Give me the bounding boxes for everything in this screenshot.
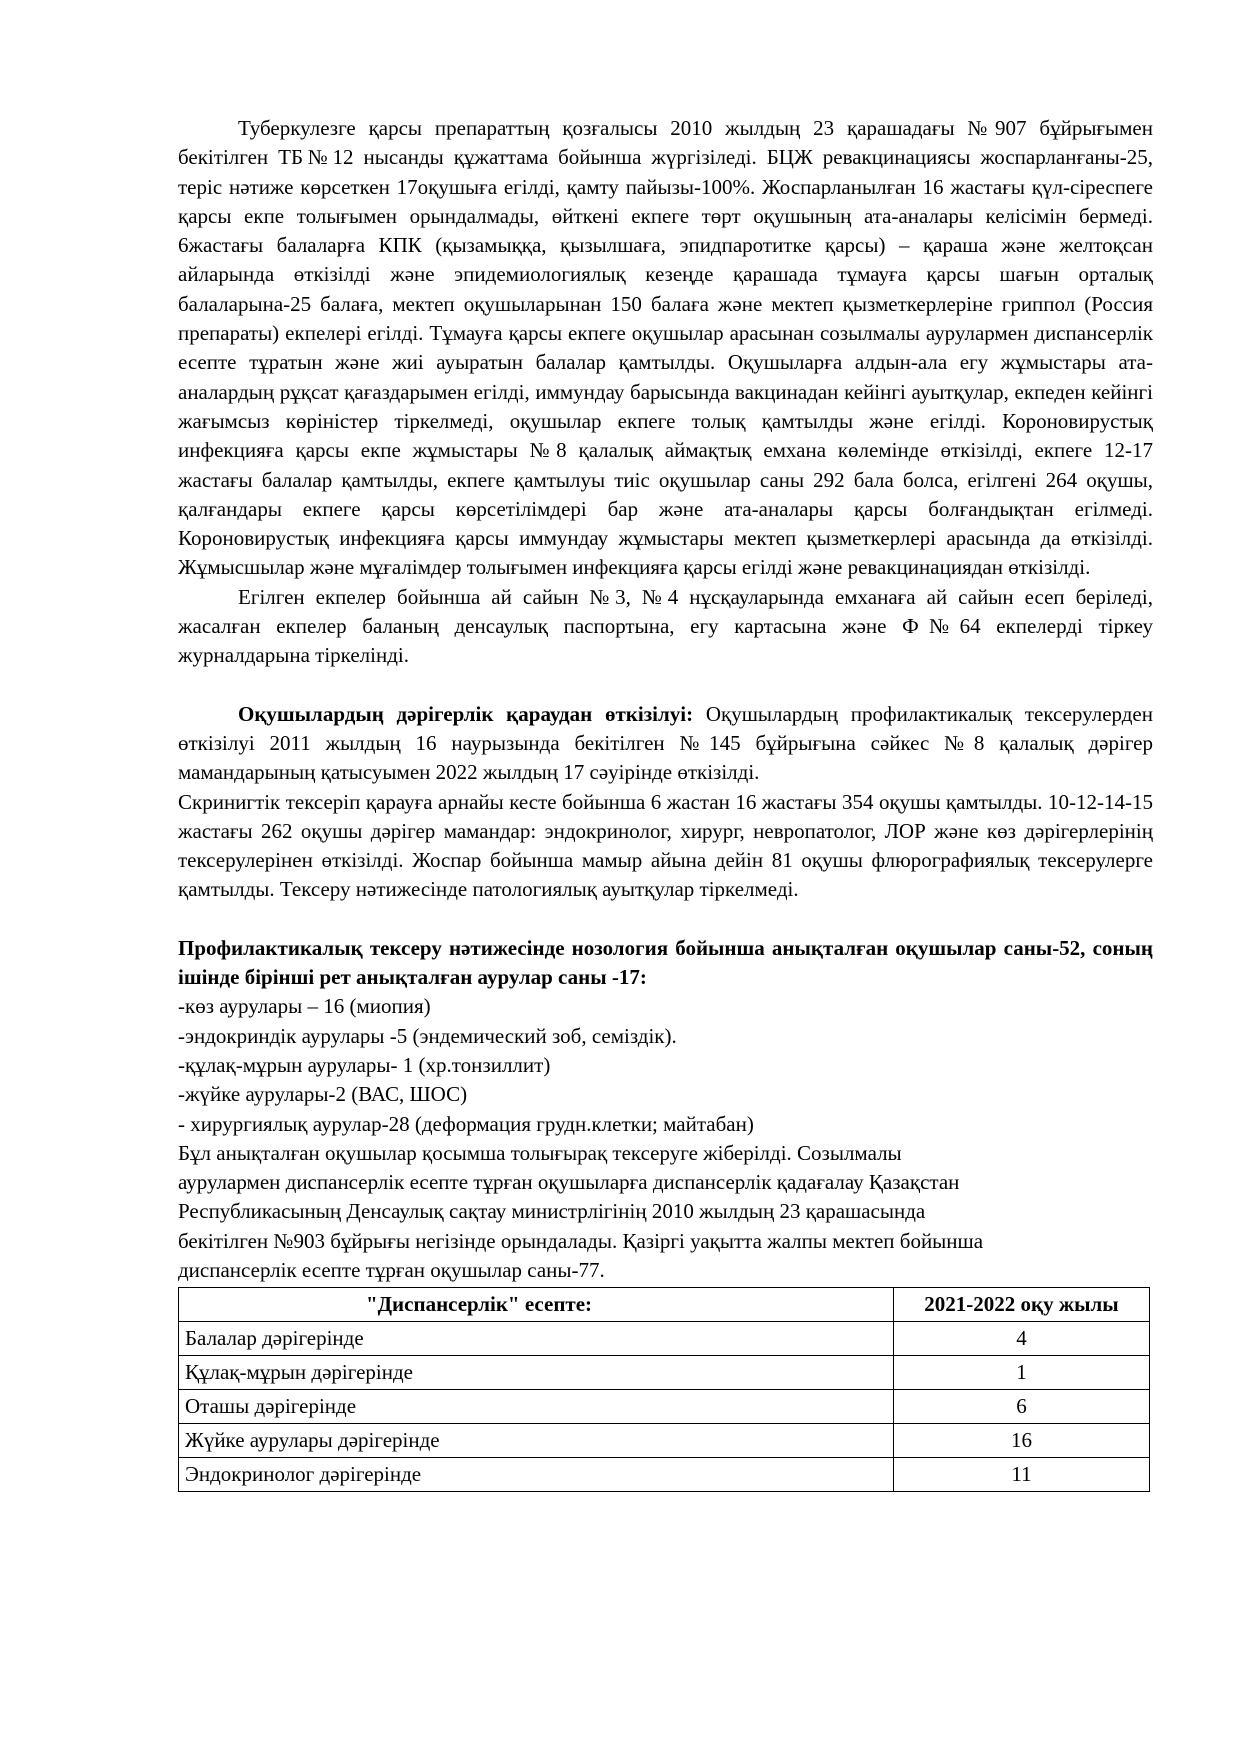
section-heading-nosology	[178, 934, 1153, 993]
paragraph-screening: Скринигтік тексеріп қарауға арнайы кесте бойынша 6 жастан 16 жастағы 354 оқушы қамтылды. 10-12-14-15 жастағы 262 оқушы дәрігер мамандар: эндокринолог, хирург, невропатолог, ЛОР және көз дәрігерлерінің тексерулерінен өткізілді. Жоспар бойынша мамыр айына дейін 81 оқушы флюрографиялық тексерулерге қамтылды. Тексеру нәтижесінде патологиялық ауытқулар тіркелмеді.	[178, 789, 1153, 902]
table-row	[179, 1458, 1150, 1492]
table-row	[179, 1424, 1150, 1458]
paragraph-medical-exam	[178, 700, 1153, 788]
table-cell-count: 4	[894, 1322, 1150, 1356]
list-item: -жүйке аурулары-2 (ВАС, ШОС)	[178, 1082, 468, 1107]
nosology-heading-text: Профилактикалық тексеру нәтижесінде нозология бойынша анықталған оқушылар саны-52, соның ішінде бірінші рет анықталған аурулар саны -17:	[178, 935, 1153, 990]
list-item: -көз аурулары – 16 (миопия)	[178, 994, 431, 1019]
table-cell-specialist: Балалар дәрігерінде	[179, 1322, 894, 1356]
list-item: -эндокриндік аурулары -5 (эндемический зоб, семіздік).	[178, 1023, 677, 1048]
list-item: - хирургиялық аурулар-28 (деформация грудн.клетки; майтабан)	[178, 1111, 754, 1136]
table-cell-specialist: Эндокринолог дәрігерінде	[179, 1458, 894, 1492]
text-line: Республикасының Денсаулық сақтау министрлігінің 2010 жылдың 23 қарашасында	[178, 1199, 926, 1224]
spacer	[178, 905, 1153, 934]
medical-exam-text: Оқушылардың профилактикалық тексерулерден өткізілуі 2011 жылдың 16 наурызында бекітілген №145 бұйрығына сәйкес №8 қалалық дәрігер мамандарының қатысуымен 2022 жылдың 17 сәуірінде өткізілді.	[178, 701, 1153, 785]
document-page	[178, 114, 1153, 1492]
table-row	[179, 1322, 1150, 1356]
spacer	[178, 671, 1153, 700]
table-header-row	[179, 1288, 1150, 1322]
text-line: бекітілген №903 бұйрығы негізінде орындалады. Қазіргі уақытта жалпы мектеп бойынша	[178, 1228, 984, 1253]
paragraph-dispensary	[178, 1139, 1153, 1285]
table-cell-count: 16	[894, 1424, 1150, 1458]
table-row	[179, 1356, 1150, 1390]
table-cell-count: 6	[894, 1390, 1150, 1424]
list-item: -құлақ-мұрын аурулары- 1 (хр.тонзиллит)	[178, 1052, 551, 1077]
table-cell-specialist: Оташы дәрігерінде	[179, 1390, 894, 1424]
table-row	[179, 1390, 1150, 1424]
table-cell-specialist: Жүйке аурулары дәрігерінде	[179, 1424, 894, 1458]
table-header-cell: 2021-2022 оқу жылы	[894, 1288, 1150, 1322]
paragraph-vaccination: Туберкулезге қарсы препараттың қозғалысы 2010 жылдың 23 қарашадағы №907 бұйрығымен бекітілген ТБ№12 нысанды құжаттама бойынша жүргізіледі. БЦЖ ревакцинациясы жоспарланғаны-25, теріс нәтиже көрсеткен 17оқушыға егілді, қамту пайызы-100%. Жоспарланылған 16 жастағы қүл-сіреспеге қарсы екпе толығымен орындалмады, өйткені екпеге төрт оқушының ата-аналары келісімін бермеді. 6жастағы балаларға КПК (қызамыққа, қызылшаға, эпидпаротитке қарсы) – қараша және желтоқсан айларында өткізілді және эпидемиологиялық кезеңде қарашада тұмауға қарсы шағын орталық балаларына-25 балаға, мектеп оқушыларынан 150 балаға және мектеп қызметкерлеріне гриппол (Россия препараты) екпелері егілді. Тұмауға қарсы екпеге оқушылар арасынан созылмалы аурулармен диспансерлік есепте тұратын және жиі ауыратын балалар қамтылды. Оқушыларға алдын-ала егу жұмыстары ата-аналардың рұқсат қағаздарымен егілді, иммундау барысында вакцинадан кейінгі ауытқулар, екпеден кейінгі жағымсыз көріністер тіркелмеді, оқушылар екпеге толық қамтылды және егілді. Короновирустық инфекцияға қарсы екпе жұмыстары №8 қалалық аймақтық емхана көлемінде өткізілді, екпеге 12-17 жастағы балалар қамтылды, екпеге қамтылуы тиіс оқушылар саны 292 бала болса, егілгені 264 оқушы, қалғандары екпеге қарсы көрсетілімдері бар және ата-аналары қарсы болғандықтан егілмеді. Короновирустық инфекцияға қарсы иммундау жұмыстары мектеп қызметкерлері арасында да өткізілді. Жұмысшылар және мұғалімдер толығымен инфекцияға қарсы егілді және ревакцинациядан өткізілді.	[178, 116, 1153, 580]
text-line: аурулармен диспансерлік есепте тұрған оқушыларға диспансерлік қадағалау Қазақстан	[178, 1170, 960, 1195]
disease-list	[178, 992, 1153, 1138]
dispensary-table	[178, 1287, 1150, 1492]
text-line: диспансерлік есепте тұрған оқушылар саны-77.	[178, 1257, 605, 1282]
section-heading-medical-exam: Оқушылардың дәрігерлік қараудан өткізілуі:	[238, 701, 694, 726]
table-cell-specialist: Құлақ-мұрын дәрігерінде	[179, 1356, 894, 1390]
table-cell-count: 1	[894, 1356, 1150, 1390]
table-cell-count: 11	[894, 1458, 1150, 1492]
paragraph-vaccine-reporting: Егілген екпелер бойынша ай сайын №3, №4 нұсқауларында емханаға ай сайын есеп беріледі, жасалған екпелер баланың денсаулық паспортына, егу картасына және Ф№64 екпелерді тіркеу журналдарына тіркелінді.	[178, 584, 1153, 668]
table-header-cell: "Диспансерлік" есепте:	[179, 1288, 894, 1322]
text-line: Бұл анықталған оқушылар қосымша толығырақ тексеруге жіберілді. Созылмалы	[178, 1140, 902, 1165]
